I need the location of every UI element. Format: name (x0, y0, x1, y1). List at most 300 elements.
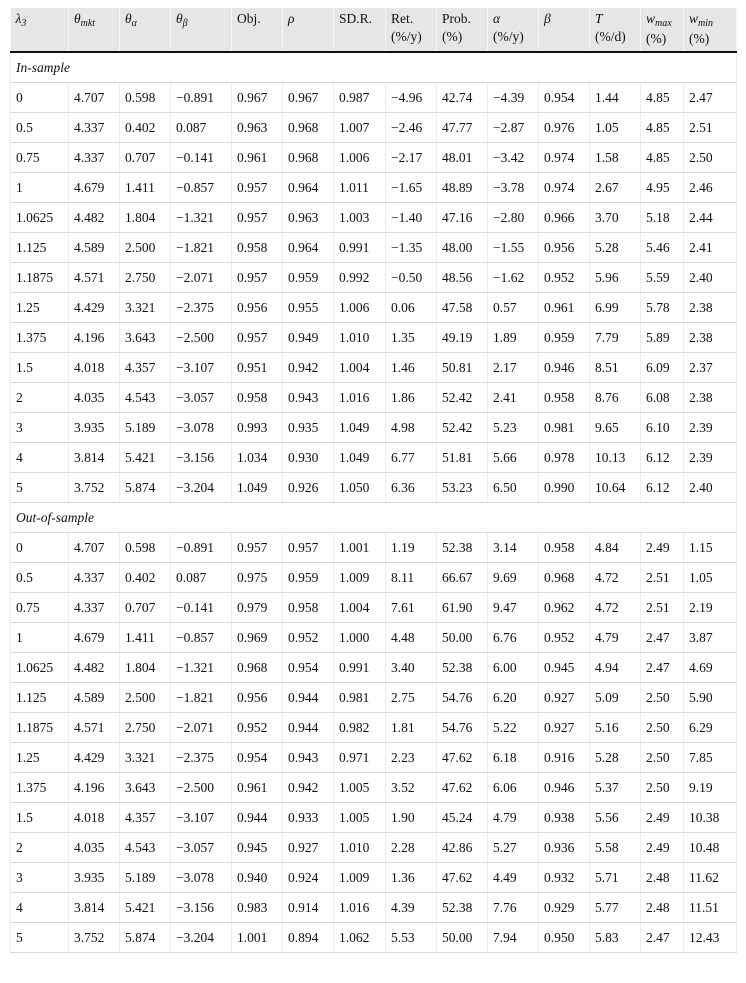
table-cell: 2.50 (641, 713, 684, 743)
table-cell: −0.857 (171, 623, 232, 653)
table-cell: 5.23 (488, 413, 539, 443)
table-cell: 3.643 (120, 773, 171, 803)
table-cell: 4.482 (69, 653, 120, 683)
table-cell: 0.944 (283, 683, 334, 713)
table-cell: 0.954 (283, 653, 334, 683)
column-header (488, 8, 539, 52)
table-cell: 1.009 (334, 863, 386, 893)
table-cell: 1.049 (232, 473, 283, 503)
table-row (11, 473, 737, 503)
table-cell: 1.050 (334, 473, 386, 503)
column-header-unit: (%) (689, 31, 710, 46)
table-cell: 2.44 (684, 203, 737, 233)
table-cell: 0.942 (283, 773, 334, 803)
table-cell: 2.47 (641, 623, 684, 653)
table-body (11, 52, 737, 953)
table-cell: 0.964 (283, 173, 334, 203)
table-row (11, 323, 737, 353)
table-cell: 4.589 (69, 233, 120, 263)
table-cell: 0.942 (283, 353, 334, 383)
table-cell: 4.543 (120, 833, 171, 863)
table-cell: 3.321 (120, 743, 171, 773)
table-cell: −2.375 (171, 743, 232, 773)
table-cell: 1.804 (120, 653, 171, 683)
table-cell: 1.36 (386, 863, 437, 893)
table-cell: 0.951 (232, 353, 283, 383)
table-cell: 1.5 (11, 353, 69, 383)
table-row (11, 233, 737, 263)
table-cell: 2.19 (684, 593, 737, 623)
table-cell: 1.35 (386, 323, 437, 353)
table-cell: 0.974 (539, 173, 590, 203)
table-header (11, 8, 737, 52)
table-cell: 1.05 (590, 113, 641, 143)
table-cell: 0.935 (283, 413, 334, 443)
table-row (11, 113, 737, 143)
column-header (120, 8, 171, 52)
table-cell: 0.967 (232, 83, 283, 113)
table-cell: 1.007 (334, 113, 386, 143)
table-cell: 2.75 (386, 683, 437, 713)
table-cell: 11.62 (684, 863, 737, 893)
table-cell: 4.72 (590, 593, 641, 623)
table-row (11, 833, 737, 863)
table-cell: −1.35 (386, 233, 437, 263)
table-cell: 0.976 (539, 113, 590, 143)
table-cell: 2.46 (684, 173, 737, 203)
table-cell: 45.24 (437, 803, 488, 833)
column-header-label (339, 10, 381, 28)
table-cell: 2.48 (641, 893, 684, 923)
table-cell: 0.927 (283, 833, 334, 863)
table-cell: 0.402 (120, 563, 171, 593)
table-row (11, 893, 737, 923)
column-header-symbol: θ (125, 11, 132, 26)
table-cell: 61.90 (437, 593, 488, 623)
table-cell: 6.09 (641, 353, 684, 383)
table-cell: 1.90 (386, 803, 437, 833)
table-cell: 7.79 (590, 323, 641, 353)
column-header-unit: (%/d) (595, 29, 626, 44)
table-cell: 8.76 (590, 383, 641, 413)
table-cell: 2.23 (386, 743, 437, 773)
table-cell: 0.944 (283, 713, 334, 743)
table-cell: 4.85 (641, 83, 684, 113)
table-cell: 5.874 (120, 473, 171, 503)
table-cell: 6.00 (488, 653, 539, 683)
table-cell: 4.98 (386, 413, 437, 443)
table-row (11, 443, 737, 473)
table-cell: 0.930 (283, 443, 334, 473)
table-cell: −3.156 (171, 443, 232, 473)
table-cell: 2.48 (641, 863, 684, 893)
column-header (171, 8, 232, 52)
table-cell: 5.59 (641, 263, 684, 293)
table-cell: 2.38 (684, 293, 737, 323)
table-cell: 0.954 (539, 83, 590, 113)
table-row (11, 863, 737, 893)
table-cell: 5 (11, 473, 69, 503)
table-cell: 5.22 (488, 713, 539, 743)
table-cell: 10.13 (590, 443, 641, 473)
table-cell: 7.61 (386, 593, 437, 623)
table-cell: 4.79 (590, 623, 641, 653)
table-cell: 51.81 (437, 443, 488, 473)
table-cell: −2.17 (386, 143, 437, 173)
table-cell: 4.337 (69, 143, 120, 173)
table-cell: −2.87 (488, 113, 539, 143)
table-row (11, 623, 737, 653)
table-cell: 8.51 (590, 353, 641, 383)
section-title: Out-of-sample (11, 503, 737, 533)
table-cell: 0.894 (283, 923, 334, 953)
table-cell: 2.49 (641, 533, 684, 563)
table-cell: 6.08 (641, 383, 684, 413)
table-cell: 1.89 (488, 323, 539, 353)
table-cell: 0.968 (539, 563, 590, 593)
table-cell: 0.962 (539, 593, 590, 623)
table-cell: 0.969 (232, 623, 283, 653)
table-cell: 54.76 (437, 713, 488, 743)
table-cell: −0.891 (171, 83, 232, 113)
table-cell: 6.36 (386, 473, 437, 503)
table-cell: 0.956 (539, 233, 590, 263)
table-row (11, 683, 737, 713)
table-cell: 1.004 (334, 353, 386, 383)
table-cell: 2.39 (684, 443, 737, 473)
table-cell: 4.337 (69, 563, 120, 593)
column-header-label (288, 10, 329, 28)
table-cell: 4.589 (69, 683, 120, 713)
table-cell: 3.40 (386, 653, 437, 683)
table-cell: 4.707 (69, 533, 120, 563)
table-cell: 2 (11, 833, 69, 863)
table-cell: 3.814 (69, 893, 120, 923)
table-cell: 0 (11, 533, 69, 563)
table-cell: −4.39 (488, 83, 539, 113)
column-header-label (391, 10, 432, 28)
column-header-unit: (%/y) (493, 29, 524, 44)
table-cell: 50.00 (437, 923, 488, 953)
table-cell: 2.17 (488, 353, 539, 383)
table-cell: 0.967 (283, 83, 334, 113)
table-cell: −2.80 (488, 203, 539, 233)
table-cell: 52.42 (437, 383, 488, 413)
table-cell: 47.62 (437, 743, 488, 773)
table-cell: 3.752 (69, 923, 120, 953)
table-cell: 5.78 (641, 293, 684, 323)
table-cell: 0.943 (283, 383, 334, 413)
column-header-subscript: max (655, 18, 672, 29)
table-cell: 2.39 (684, 413, 737, 443)
table-cell: 4.196 (69, 323, 120, 353)
column-header-unit: (%/y) (391, 29, 422, 44)
table-cell: 49.19 (437, 323, 488, 353)
column-header (232, 8, 283, 52)
table-cell: −2.071 (171, 263, 232, 293)
table-cell: −4.96 (386, 83, 437, 113)
table-cell: 0.707 (120, 593, 171, 623)
table-cell: 3 (11, 413, 69, 443)
table-cell: 0.975 (232, 563, 283, 593)
results-table-container (10, 8, 736, 953)
table-cell: 1.5 (11, 803, 69, 833)
table-cell: 1.375 (11, 323, 69, 353)
table-cell: −2.500 (171, 773, 232, 803)
table-cell: 1.006 (334, 293, 386, 323)
table-cell: 1.001 (232, 923, 283, 953)
table-cell: 2.750 (120, 263, 171, 293)
table-cell: 0.957 (232, 533, 283, 563)
table-cell: 2.28 (386, 833, 437, 863)
section-row (11, 503, 737, 533)
column-header-text: Prob. (442, 11, 471, 26)
table-cell: 5.18 (641, 203, 684, 233)
table-cell: 2.51 (641, 593, 684, 623)
table-cell: 10.48 (684, 833, 737, 863)
table-cell: 1.44 (590, 83, 641, 113)
table-row (11, 593, 737, 623)
table-cell: 0.943 (283, 743, 334, 773)
table-cell: 0.952 (539, 623, 590, 653)
table-cell: 6.10 (641, 413, 684, 443)
table-cell: 1.1875 (11, 263, 69, 293)
table-cell: 52.42 (437, 413, 488, 443)
table-cell: −3.42 (488, 143, 539, 173)
table-cell: 0.968 (283, 113, 334, 143)
table-cell: 2.50 (684, 143, 737, 173)
column-header (386, 8, 437, 52)
column-header-label (74, 10, 115, 30)
table-cell: 6.20 (488, 683, 539, 713)
table-cell: −0.50 (386, 263, 437, 293)
table-cell: 66.67 (437, 563, 488, 593)
table-cell: 4.196 (69, 773, 120, 803)
table-row (11, 263, 737, 293)
table-cell: 0.924 (283, 863, 334, 893)
table-cell: 48.01 (437, 143, 488, 173)
table-cell: 0.966 (539, 203, 590, 233)
table-cell: 4 (11, 893, 69, 923)
table-cell: −0.891 (171, 533, 232, 563)
table-cell: 4.035 (69, 833, 120, 863)
table-cell: 4.39 (386, 893, 437, 923)
table-cell: 1.034 (232, 443, 283, 473)
table-cell: 1.46 (386, 353, 437, 383)
table-cell: 6.99 (590, 293, 641, 323)
header-row (11, 8, 737, 52)
table-row (11, 653, 737, 683)
table-cell: 1.1875 (11, 713, 69, 743)
table-cell: 4.94 (590, 653, 641, 683)
column-header-label (237, 10, 278, 28)
table-cell: 1.005 (334, 803, 386, 833)
column-header-subscript: 3 (21, 18, 27, 29)
table-cell: −1.321 (171, 203, 232, 233)
table-cell: 48.89 (437, 173, 488, 203)
table-cell: −3.156 (171, 893, 232, 923)
table-cell: 0.958 (283, 593, 334, 623)
table-cell: 1.016 (334, 383, 386, 413)
table-cell: 0.961 (539, 293, 590, 323)
table-cell: 1.0625 (11, 653, 69, 683)
column-header-label (493, 10, 534, 28)
table-cell: 4.035 (69, 383, 120, 413)
column-header-symbol: T (595, 11, 603, 26)
table-cell: 1.411 (120, 173, 171, 203)
table-cell: 3 (11, 863, 69, 893)
table-cell: 0.916 (539, 743, 590, 773)
table-cell: −0.141 (171, 143, 232, 173)
table-cell: 5.53 (386, 923, 437, 953)
table-cell: 6.76 (488, 623, 539, 653)
table-cell: 1.001 (334, 533, 386, 563)
table-cell: 4.72 (590, 563, 641, 593)
table-cell: −3.078 (171, 863, 232, 893)
table-cell: 4.543 (120, 383, 171, 413)
table-cell: 53.23 (437, 473, 488, 503)
table-cell: 0.929 (539, 893, 590, 923)
table-cell: 3.87 (684, 623, 737, 653)
table-cell: 0.982 (334, 713, 386, 743)
table-cell: 4.429 (69, 743, 120, 773)
table-cell: 1.125 (11, 683, 69, 713)
table-cell: 0.958 (232, 233, 283, 263)
table-cell: 4.49 (488, 863, 539, 893)
column-header-label (595, 10, 636, 28)
table-cell: 0.981 (334, 683, 386, 713)
table-cell: −2.46 (386, 113, 437, 143)
table-cell: 48.56 (437, 263, 488, 293)
table-cell: 0.961 (232, 143, 283, 173)
table-cell: 0.979 (232, 593, 283, 623)
column-header-label (16, 10, 65, 30)
table-cell: 50.00 (437, 623, 488, 653)
table-cell: 12.43 (684, 923, 737, 953)
table-cell: 2.41 (488, 383, 539, 413)
table-cell: 5.46 (641, 233, 684, 263)
column-header-text: Ret. (391, 11, 414, 26)
table-cell: 5.58 (590, 833, 641, 863)
table-cell: 5.189 (120, 863, 171, 893)
table-cell: 0.932 (539, 863, 590, 893)
table-cell: 1.010 (334, 323, 386, 353)
table-cell: 1.010 (334, 833, 386, 863)
table-cell: 2.51 (684, 113, 737, 143)
table-cell: 3.752 (69, 473, 120, 503)
table-cell: 1.375 (11, 773, 69, 803)
table-cell: 1.0625 (11, 203, 69, 233)
table-cell: 5.421 (120, 893, 171, 923)
table-cell: 2.500 (120, 683, 171, 713)
table-cell: −3.107 (171, 353, 232, 383)
table-cell: 0.950 (539, 923, 590, 953)
table-cell: 9.69 (488, 563, 539, 593)
table-cell: 47.16 (437, 203, 488, 233)
table-cell: 1.804 (120, 203, 171, 233)
column-header (11, 8, 69, 52)
table-cell: 5.28 (590, 743, 641, 773)
table-cell: 0.952 (283, 623, 334, 653)
table-cell: −3.057 (171, 833, 232, 863)
table-cell: 0.992 (334, 263, 386, 293)
table-row (11, 803, 737, 833)
table-cell: 3.70 (590, 203, 641, 233)
table-cell: −1.62 (488, 263, 539, 293)
table-cell: 10.64 (590, 473, 641, 503)
table-cell: 1.003 (334, 203, 386, 233)
table-cell: −0.141 (171, 593, 232, 623)
table-cell: 6.06 (488, 773, 539, 803)
table-cell: 52.38 (437, 653, 488, 683)
column-header-subscript: α (131, 18, 137, 29)
table-cell: 2.47 (641, 923, 684, 953)
table-cell: 4.337 (69, 593, 120, 623)
table-cell: 0.945 (539, 653, 590, 683)
table-cell: 0.944 (232, 803, 283, 833)
table-cell: 0.991 (334, 233, 386, 263)
table-cell: −1.55 (488, 233, 539, 263)
table-cell: −3.107 (171, 803, 232, 833)
table-cell: 0.963 (283, 203, 334, 233)
table-cell: 0.956 (232, 293, 283, 323)
table-cell: 0.914 (283, 893, 334, 923)
table-cell: 0.926 (283, 473, 334, 503)
table-cell: 0.981 (539, 413, 590, 443)
table-cell: 2.47 (684, 83, 737, 113)
table-cell: 4.337 (69, 113, 120, 143)
table-cell: 4.018 (69, 353, 120, 383)
table-cell: 4.018 (69, 803, 120, 833)
table-cell: 4.482 (69, 203, 120, 233)
table-cell: 3.643 (120, 323, 171, 353)
table-cell: 1.125 (11, 233, 69, 263)
column-header (590, 8, 641, 52)
table-cell: 0.946 (539, 353, 590, 383)
table-cell: 2.40 (684, 473, 737, 503)
column-header-symbol: λ (15, 11, 22, 26)
table-row (11, 83, 737, 113)
table-cell: 11.51 (684, 893, 737, 923)
table-cell: 1.19 (386, 533, 437, 563)
table-cell: 4.85 (641, 143, 684, 173)
table-cell: 0.971 (334, 743, 386, 773)
table-row (11, 293, 737, 323)
table-cell: 0.957 (232, 263, 283, 293)
column-header-symbol: ρ (288, 11, 295, 26)
column-header-subscript: β (182, 18, 188, 29)
table-cell: 54.76 (437, 683, 488, 713)
table-cell: 6.29 (684, 713, 737, 743)
column-header-symbol: w (646, 11, 656, 26)
table-cell: 0.956 (232, 683, 283, 713)
table-cell: 0.936 (539, 833, 590, 863)
table-cell: 48.00 (437, 233, 488, 263)
table-cell: 1.016 (334, 893, 386, 923)
table-cell: 5.28 (590, 233, 641, 263)
table-cell: −0.857 (171, 173, 232, 203)
table-cell: 0.946 (539, 773, 590, 803)
table-cell: 5.83 (590, 923, 641, 953)
table-cell: 4.357 (120, 803, 171, 833)
table-cell: 3.14 (488, 533, 539, 563)
table-cell: 1.049 (334, 413, 386, 443)
table-row (11, 413, 737, 443)
table-cell: 52.38 (437, 533, 488, 563)
table-cell: 4.429 (69, 293, 120, 323)
table-cell: 4.69 (684, 653, 737, 683)
column-header-label (646, 10, 679, 30)
